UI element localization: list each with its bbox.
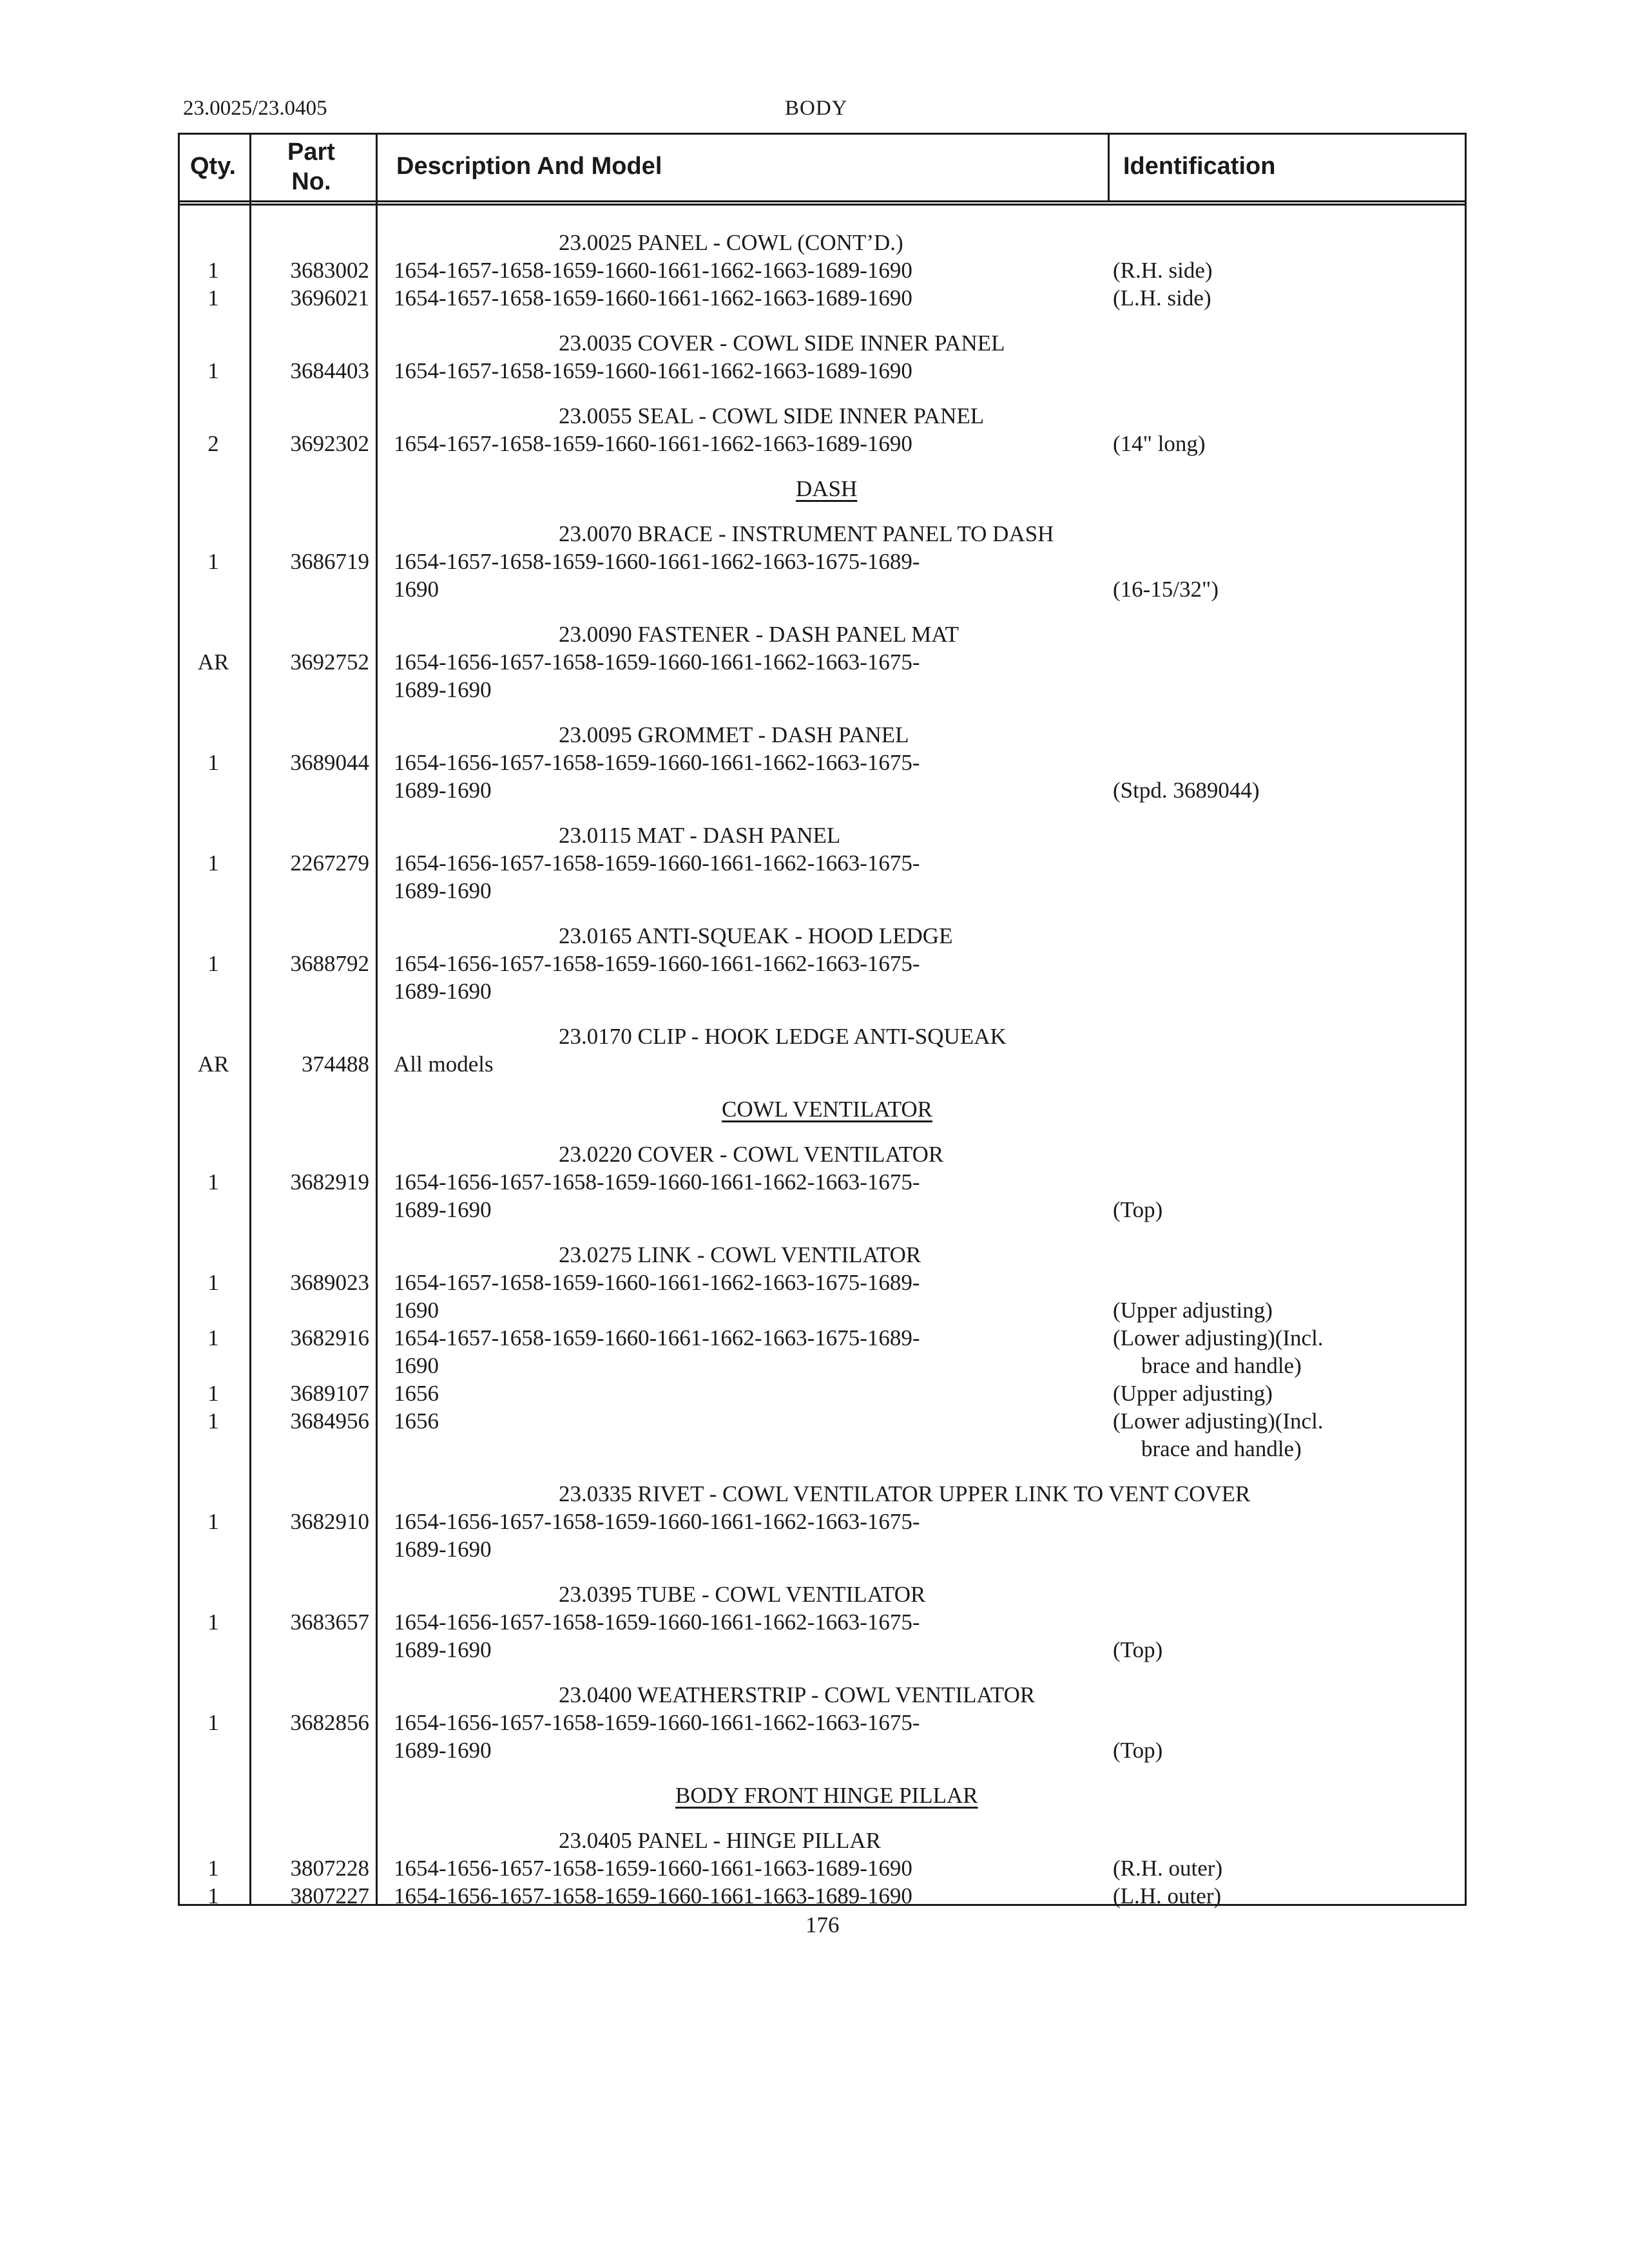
- item-title-row: [180, 402, 1465, 430]
- model-list-cell: 1689-1690: [394, 1738, 492, 1763]
- model-list-cell: 1690: [394, 1298, 439, 1323]
- table-row: [180, 648, 1465, 677]
- part-number-cell: 3689107: [290, 1381, 369, 1406]
- part-number-cell: 3682916: [290, 1325, 369, 1350]
- item-title: 23.0335 RIVET - COWL VENTILATOR UPPER LINK TO VENT COVER: [559, 1481, 1251, 1506]
- item-title: 23.0275 LINK - COWL VENTILATOR: [559, 1242, 921, 1267]
- table-row: [180, 1352, 1465, 1380]
- identification-cell: (Top): [1113, 1197, 1163, 1222]
- qty-cell: 1: [207, 285, 219, 311]
- table-row: [180, 1324, 1465, 1352]
- model-list-cell: 1654-1657-1658-1659-1660-1661-1662-1663-1689-1690: [394, 285, 912, 311]
- item-title: 23.0220 COVER - COWL VENTILATOR: [559, 1142, 944, 1167]
- model-list-cell: 1690: [394, 1353, 439, 1378]
- model-list-cell: 1654-1657-1658-1659-1660-1661-1662-1663-1689-1690: [394, 358, 912, 383]
- section-heading: DASH: [796, 476, 858, 501]
- identification-cell: (R.H. side): [1113, 258, 1213, 283]
- item-title-row: [180, 229, 1465, 257]
- item-title: 23.0405 PANEL - HINGE PILLAR: [559, 1828, 882, 1853]
- part-number-cell: 3684403: [290, 358, 369, 383]
- model-list-cell: 1654-1657-1658-1659-1660-1661-1662-1663-1675-1689-: [394, 1325, 920, 1350]
- qty-cell: 1: [207, 1381, 219, 1406]
- model-list-cell: 1654-1656-1657-1658-1659-1660-1661-1662-1663-1675-: [394, 649, 920, 675]
- part-number-cell: 3688792: [290, 951, 369, 976]
- part-number-cell: 3807227: [290, 1883, 369, 1908]
- qty-cell: AR: [197, 1052, 229, 1077]
- qty-cell: 1: [207, 1883, 219, 1908]
- identification-cell: (L.H. side): [1113, 285, 1211, 311]
- qty-cell: 1: [207, 850, 219, 876]
- model-list-cell: 1654-1656-1657-1658-1659-1660-1661-1662-1663-1675-: [394, 850, 920, 876]
- qty-cell: 1: [207, 1610, 219, 1635]
- part-number-cell: 3682910: [290, 1509, 369, 1534]
- table-row: [180, 1168, 1465, 1196]
- table-row: [180, 1296, 1465, 1325]
- model-list-cell: 1689-1690: [394, 979, 492, 1004]
- qty-cell: 1: [207, 750, 219, 775]
- item-title: 23.0035 COVER - COWL SIDE INNER PANEL: [559, 331, 1005, 356]
- table-row: [180, 256, 1465, 285]
- column-header-part-line: Part: [287, 139, 335, 166]
- table-row: [180, 1050, 1465, 1079]
- part-number-cell: 3692302: [290, 431, 369, 456]
- section-heading: COWL VENTILATOR: [722, 1097, 932, 1122]
- item-title: 23.0400 WEATHERSTRIP - COWL VENTILATOR: [559, 1682, 1036, 1707]
- table-row: [180, 977, 1465, 1006]
- part-number-cell: 2267279: [290, 850, 369, 876]
- part-number-cell: 3683002: [290, 258, 369, 283]
- table-row: [180, 575, 1465, 604]
- item-title: 23.0070 BRACE - INSTRUMENT PANEL TO DASH: [559, 521, 1054, 546]
- identification-cell: (14" long): [1113, 431, 1206, 456]
- item-title-row: [180, 1681, 1465, 1709]
- table-row: [180, 1379, 1465, 1408]
- part-number-cell: 3684956: [290, 1408, 369, 1434]
- item-title: 23.0025 PANEL - COWL (CONT’D.): [559, 230, 903, 255]
- item-title-row: [180, 329, 1465, 358]
- item-title-row: [180, 520, 1465, 548]
- part-number-cell: 374488: [302, 1052, 369, 1077]
- model-list-cell: 1689-1690: [394, 878, 492, 903]
- identification-cell: (L.H. outer): [1113, 1883, 1222, 1908]
- identification-cell: (16-15/32"): [1113, 577, 1219, 602]
- qty-cell: 1: [207, 258, 219, 283]
- table-row: [180, 877, 1465, 905]
- identification-cell: (Upper adjusting): [1113, 1381, 1273, 1406]
- table-row: [180, 950, 1465, 978]
- qty-cell: 2: [207, 431, 219, 456]
- section-heading-row: [180, 1095, 1465, 1124]
- qty-cell: 1: [207, 1856, 219, 1881]
- qty-cell: AR: [197, 649, 229, 675]
- qty-cell: 1: [207, 358, 219, 383]
- model-list-cell: 1654-1657-1658-1659-1660-1661-1662-1663-1689-1690: [394, 431, 912, 456]
- identification-cell: (Upper adjusting): [1113, 1298, 1273, 1323]
- identification-cell: (Stpd. 3689044): [1113, 778, 1260, 803]
- item-title-row: [180, 620, 1465, 649]
- model-list-cell: 1654-1656-1657-1658-1659-1660-1661-1663-1689-1690: [394, 1856, 912, 1881]
- model-list-cell: 1690: [394, 577, 439, 602]
- table-row: [180, 776, 1465, 805]
- item-title-row: [180, 1241, 1465, 1269]
- identification-cell: brace and handle): [1141, 1353, 1302, 1378]
- table-row: [180, 749, 1465, 777]
- part-number-cell: 3686719: [290, 549, 369, 574]
- table-row: [180, 1854, 1465, 1883]
- identification-cell: (Top): [1113, 1738, 1163, 1763]
- model-list-cell: 1654-1656-1657-1658-1659-1660-1661-1663-1689-1690: [394, 1883, 912, 1908]
- table-row: [180, 430, 1465, 458]
- part-number-cell: 3689044: [290, 750, 369, 775]
- qty-cell: 1: [207, 1325, 219, 1350]
- item-title: 23.0165 ANTI-SQUEAK - HOOD LEDGE: [559, 923, 953, 948]
- model-list-cell: 1654-1656-1657-1658-1659-1660-1661-1662-1663-1675-: [394, 750, 920, 775]
- table-row: [180, 1508, 1465, 1536]
- part-number-cell: 3683657: [290, 1610, 369, 1635]
- item-title: 23.0170 CLIP - HOOK LEDGE ANTI-SQUEAK: [559, 1024, 1007, 1049]
- table-row: [180, 1535, 1465, 1564]
- model-list-cell: 1654-1656-1657-1658-1659-1660-1661-1662-1663-1675-: [394, 1169, 920, 1195]
- model-list-cell: 1689-1690: [394, 1637, 492, 1662]
- item-title-row: [180, 822, 1465, 850]
- item-title-row: [180, 922, 1465, 950]
- table-row: [180, 1407, 1465, 1436]
- model-list-cell: 1656: [394, 1381, 439, 1406]
- table-row: [180, 1882, 1465, 1910]
- item-title: 23.0095 GROMMET - DASH PANEL: [559, 722, 909, 747]
- section-heading-row: [180, 1782, 1465, 1810]
- item-title-row: [180, 1480, 1465, 1508]
- section-range: 23.0025/23.0405: [183, 97, 327, 120]
- qty-cell: 1: [207, 951, 219, 976]
- item-title: 23.0115 MAT - DASH PANEL: [559, 823, 841, 848]
- item-title-row: [180, 721, 1465, 749]
- model-list-cell: 1689-1690: [394, 778, 492, 803]
- model-list-cell: 1654-1656-1657-1658-1659-1660-1661-1662-1663-1675-: [394, 1509, 920, 1534]
- item-title-row: [180, 1140, 1465, 1169]
- table-row: [180, 1196, 1465, 1224]
- table-row: [180, 1435, 1465, 1463]
- item-title: 23.0395 TUBE - COWL VENTILATOR: [559, 1582, 926, 1607]
- parts-table: [178, 133, 1467, 1906]
- column-header-qty: Qty.: [190, 153, 236, 180]
- column-header-description: Description And Model: [396, 153, 662, 180]
- section-heading-row: [180, 475, 1465, 503]
- part-number-cell: 3689023: [290, 1270, 369, 1295]
- qty-cell: 1: [207, 1169, 219, 1195]
- model-list-cell: 1654-1657-1658-1659-1660-1661-1662-1663-1675-1689-: [394, 1270, 920, 1295]
- table-row: [180, 1269, 1465, 1297]
- qty-cell: 1: [207, 549, 219, 574]
- table-row: [180, 357, 1465, 385]
- qty-cell: 1: [207, 1710, 219, 1735]
- table-row: [180, 1636, 1465, 1664]
- table-row: [180, 284, 1465, 312]
- item-title: 23.0055 SEAL - COWL SIDE INNER PANEL: [559, 403, 985, 428]
- table-row: [180, 548, 1465, 576]
- table-row: [180, 1709, 1465, 1737]
- table-row: [180, 676, 1465, 704]
- identification-cell: (Lower adjusting)(Incl.: [1113, 1408, 1324, 1434]
- part-number-cell: 3682856: [290, 1710, 369, 1735]
- item-title-row: [180, 1827, 1465, 1855]
- item-title: 23.0090 FASTENER - DASH PANEL MAT: [559, 622, 959, 647]
- model-list-cell: 1654-1657-1658-1659-1660-1661-1662-1663-1689-1690: [394, 258, 912, 283]
- model-list-cell: 1654-1657-1658-1659-1660-1661-1662-1663-1675-1689-: [394, 549, 920, 574]
- part-number-cell: 3807228: [290, 1856, 369, 1881]
- model-list-cell: 1656: [394, 1408, 439, 1434]
- model-list-cell: 1654-1656-1657-1658-1659-1660-1661-1662-1663-1675-: [394, 951, 920, 976]
- model-list-cell: 1689-1690: [394, 1537, 492, 1562]
- table-row: [180, 1608, 1465, 1637]
- part-number-cell: 3682919: [290, 1169, 369, 1195]
- qty-cell: 1: [207, 1408, 219, 1434]
- qty-cell: 1: [207, 1509, 219, 1534]
- item-title-row: [180, 1581, 1465, 1609]
- part-number-cell: 3692752: [290, 649, 369, 675]
- model-list-cell: 1689-1690: [394, 1197, 492, 1222]
- model-list-cell: 1654-1656-1657-1658-1659-1660-1661-1662-1663-1675-: [394, 1610, 920, 1635]
- column-header-identification: Identification: [1123, 153, 1276, 180]
- item-title-row: [180, 1023, 1465, 1051]
- model-list-cell: 1654-1656-1657-1658-1659-1660-1661-1662-1663-1675-: [394, 1710, 920, 1735]
- qty-cell: 1: [207, 1270, 219, 1295]
- table-body: [180, 135, 1465, 1908]
- part-number-cell: 3696021: [290, 285, 369, 311]
- identification-cell: brace and handle): [1141, 1436, 1302, 1461]
- table-row: [180, 1736, 1465, 1765]
- identification-cell: (Top): [1113, 1637, 1163, 1662]
- column-header-part-line: No.: [291, 168, 331, 195]
- section-heading: BODY FRONT HINGE PILLAR: [675, 1783, 978, 1808]
- model-list-cell: 1689-1690: [394, 677, 492, 702]
- page-number: 176: [805, 1912, 840, 1937]
- section-name: BODY: [785, 97, 848, 120]
- identification-cell: (Lower adjusting)(Incl.: [1113, 1325, 1324, 1350]
- table-row: [180, 849, 1465, 878]
- identification-cell: (R.H. outer): [1113, 1856, 1223, 1881]
- model-list-cell: All models: [394, 1052, 494, 1077]
